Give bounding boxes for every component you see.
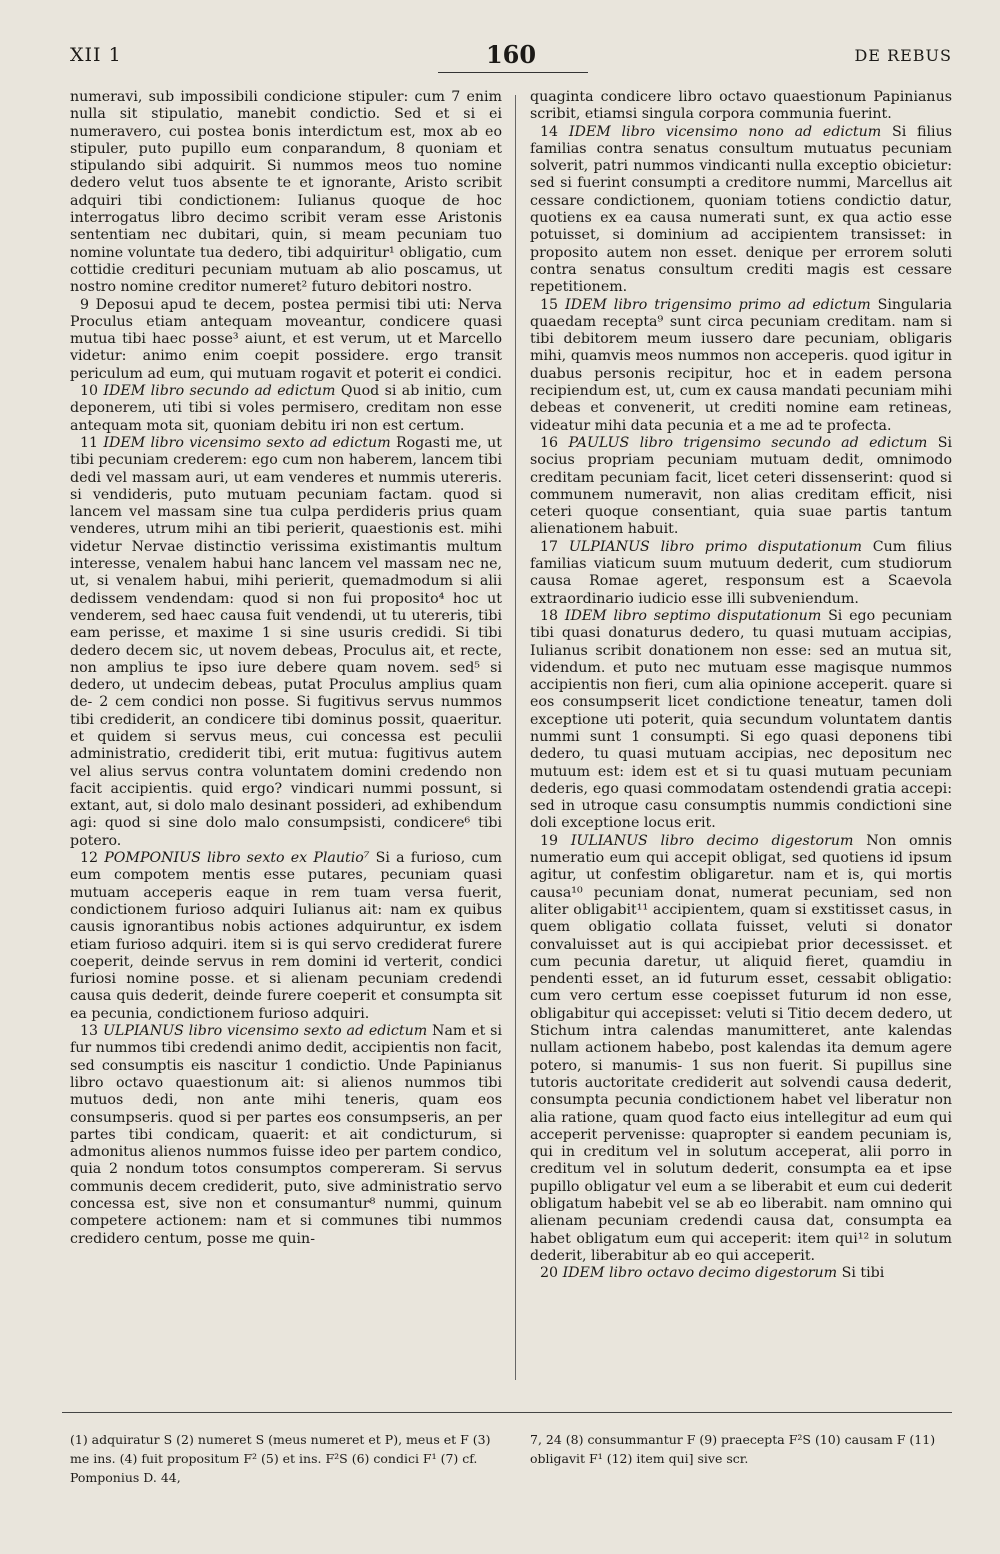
fragment-13 [70,1023,502,1248]
fragment-source: POMPONIUS libro sexto ex Plautio⁷ [104,850,370,867]
fragment-source: IULIANUS libro decimo digestorum [570,832,854,849]
footnotes-right [530,1430,952,1530]
fragment-text: Si socius propriam pecuniam mutuam dedit, omnimodo creditam pecuniam facit, licet ceteri dissenserint: quod si communem numeravit, non alias creditam efficit, nisi ceteri quoque consentiant, quia suae partis tantum alienationem habuit. [530,434,952,538]
fragment-text: Rogasti me, ut tibi pecuniam crederem: ego cum non haberem, lancem tibi dedi vel massam auri, ut eam venderes et nummis utereris. si vendideris, puto mutuam pecuniam factam. quod si lancem vel massam sine tua culpa perdideris prius quam venderes, utrum mihi an tibi perierit, quaestionis est. mihi videtur Nervae distinctio verissima existimantis multum interesse, venalem habui hanc lancem vel massam nec ne, ut, si venalem habui, mihi perierit, quemadmodum si alii dedissem vendendam: quod si non fui proposito⁴ hoc ut venderem, sed haec causa fuit vendendi, ut tu utereris, tibi eam perisse, et maxime 1 si sine usuris credidi. Si tibi dedero decem sic, ut novem debeas, Proculus ait, et recte, non amplius te ipso iure debere quam novem. sed⁵ si dedero, ut undecim debeas, putat Proculus amplius quam de- 2 cem condici non posse. Si fugitivus servus nummos tibi crediderit, an condicere tibi dominus possit, quaeritur. et quidem si servus meus, cui concessa est peculii administratio, crediderit tibi, erit mutua: fugitivus autem vel alius servus contra voluntatem domini credendo non facit accipientis. quid ergo? vindicari nummi possunt, si extant, aut, si dolo malo desinant possideri, ad exhibendum agi: quod si sine dolo malo consumpsisti, condicere⁶ tibi potero. [70,434,502,849]
fragment-text: Singularia quaedam recepta⁹ sunt circa pecuniam creditam. nam si tibi debitorem meum iussero dare pecuniam, obligaris mihi, quamvis meos nummos non acceperis. quod igitur in duabus personis recipitur, hoc et in eadem persona recipiendum est, ut, cum ex causa mandati pecuniam mihi debeas et convenerit, ut crediti nomine eam retineas, videatur mihi data pecunia et a me ad te profecta. [530,296,952,434]
fragment-number: 12 [80,850,99,867]
fragment-number: 18 [540,607,559,624]
column-divider [515,95,516,1380]
fragment-number: 14 [540,123,559,140]
fragment-number: 19 [540,832,559,849]
fragment-number: 15 [540,296,559,313]
footnote-text: (1) adquiratur S (2) numeret S (meus numeret et P), meus et F (3) me ins. (4) fuit propositum F² (5) et ins. F²S (6) condici F¹ (7) cf. Pomponius D. 44, [70,1432,491,1485]
fragment-19 [530,833,952,1265]
fragment-source: IDEM libro vicensimo sexto ad edictum [103,434,391,451]
fragment-14 [530,124,952,297]
fragment-20 [530,1265,952,1282]
right-column [530,89,952,1389]
fragment-number: 16 [540,434,559,451]
fragment-10 [70,383,502,435]
fragment-source: IDEM libro septimo disputationum [564,607,822,624]
fragment-text: Cum filius familias viaticum suum mutuum dederit, cum studiorum causa Romae ageret, responsum est a Scaevola extraordinario iudicio esse illi subveniendum. [530,538,952,607]
fragment-number: 17 [540,538,559,555]
page-number: 160 [485,40,537,69]
fragment-11 [70,435,502,850]
paragraph: 9 Deposui apud te decem, postea permisi tibi uti: Nerva Proculus etiam antequam moveantur, condicere quasi mutua tibi haec posse³ aiunt, et est verum, ut et Marcello videtur: animo enim coepit possidere. ergo transit periculum ad eum, qui mutuam rogavit et poterit ei condici. [70,296,502,382]
fragment-source: ULPIANUS libro primo disputationum [568,538,862,555]
paragraph: quaginta condicere libro octavo quaestionum Papinianus scribit, etiamsi singula corpora communia fuerint. [530,89,952,123]
fragment-text: Nam et si fur nummos tibi credendi animo dedit, accipientis non facit, sed consumptis eis nascitur 1 condictio. Unde Papinianus libro octavo quaestionum ait: si alienos nummos tibi mutuos dedi, non ante mihi teneris, quam eos consumpseris. quod si per partes eos consumpseris, an per partes tibi condicam, quaerit: et ait condicturum, si admonitus alienos nummos fuisse ideo per partem condico, quia 2 nondum totos consumptos compereram. Si servus communis decem crediderit, puto, sive administratio servo concessa est, sive non et consumantur⁸ nummi, quinum competere actionem: nam et si communes tibi nummos credidero centum, posse me quin- [70,1023,502,1247]
fragment-source: ULPIANUS libro vicensimo sexto ad edictum [102,1023,428,1040]
fragment-16 [530,435,952,539]
fragment-text: Quod si ab initio, cum deponerem, uti tibi si voles permisero, creditam non esse antequam mota sit, quoniam debitu iri non est certum. [70,383,502,434]
fragment-number: 20 [540,1265,559,1282]
fragment-source: IDEM libro octavo decimo digestorum [562,1265,838,1282]
title-section-ref: XII 1 [70,44,122,66]
fragment-text: Si tibi [841,1265,885,1282]
fragment-number: 13 [80,1023,99,1040]
header-rule [438,72,588,73]
fragment-18 [530,608,952,833]
fragment-source: PAULUS libro trigensimo secundo ad edictum [568,434,928,451]
fragment-source: IDEM libro vicensimo nono ad edictum [568,123,882,140]
footnote-rule [62,1412,952,1413]
running-title: DE REBUS [854,46,952,65]
fragment-17 [530,539,952,608]
fragment-text: Si a furioso, cum eum compotem mentis esse putares, pecuniam quasi mutuam acceperis eaque in rem tuam versa fuerit, condictionem furioso adquiri Iulianus ait: nam ex quibus causis ignorantibus nobis actiones adquiruntur, ex isdem etiam furioso adquiri. item si is qui servo crediderat furere coeperit, deinde servus in rem domini id verterit, condici furiosi nomine posse. et si alienam pecuniam credendi causa quis dederit, deinde furere coeperit et consumpta sit ea pecunia, condictionem furioso adquiri. [70,850,502,1022]
paragraph: numeravi, sub impossibili condicione stipuler: cum 7 enim nulla sit stipulatio, manebit condictio. Sed et si ei numeravero, cui postea bonis interdictum est, mox ab eo stipuler, puto pupillo eum conparandum, 8 quoniam et stipulando sibi adquirit. Si nummos meos tuo nomine dedero velut tuos absente te et ignorante, Aristo scribit adquiri tibi condictionem: Iulianus quoque de hoc interrogatus libro decimo scribit veram esse Aristonis sententiam nec dubitari, quin, si meam pecuniam tuo nomine voluntate tua dedero, tibi adquiritur¹ obligatio, cum cottidie crediturі pecuniam mutuam ab alio poscamus, ut nostro nomine creditor numeret² futuro debitori nostro. [70,89,502,296]
fragment-number: 10 [80,383,99,400]
fragment-12 [70,850,502,1023]
footnotes-left [70,1430,502,1530]
fragment-15 [530,297,952,435]
fragment-source: IDEM libro trigensimo primo ad edictum [565,296,871,313]
fragment-text: Si ego pecuniam tibi quasi donaturus dedero, tu quasi mutuam accipias, Iulianus scribit donationem non esse: sed an mutua sit, videndum. et puto nec mutuam esse magisque nummos accipientis non fieri, cum alia opinione acceperit. quare si eos consumpserit licet condictione teneatur, tamen doli exceptione uti poterit, quia secundum voluntatem dantis nummi sunt 1 consumpti. Si ego quasi deponens tibi dedero, tu quasi mutuam accipias, nec depositum nec mutuum est: idem est et si tu quasi mutuam pecuniam dederis, ego quasi commodatam ostendendi gratia accepi: sed in utroque casu consumptis nummis condictioni sine doli exceptione locus erit. [530,607,952,832]
running-header [70,40,952,76]
footnote-text: 7, 24 (8) consummantur F (9) praecepta F²S (10) causam F (11) obligavit F¹ (12) item qui] sive scr. [530,1432,936,1466]
fragment-text: Si filius familias contra senatus consultum mutuatus pecuniam solverit, patri nummos vindicanti nulla exceptio obicietur: sed si fuerint consumpti a creditore nummi, Marcellus ait cessare condictionem, quoniam totiens condictio datur, quotiens ex ea causa numerati sunt, ex qua actio esse potuisset, si dominium ad accipientem transisset: in proposito autem non esset. denique per errorem soluti contra senatus consultum crediti magis est cessare repetitionem. [530,123,952,296]
left-column [70,89,502,1389]
fragment-text: Non omnis numeratio eum qui accepit obligat, sed quotiens id ipsum agitur, ut confestim obligaretur. nam et is, qui mortis causa¹⁰ pecuniam donat, numerat pecuniam, sed non aliter obligabit¹¹ accipientem, quam si exstitisset casus, in quem obligatio collata fuisset, veluti si donator convaluisset aut is qui accipiebat prior decessisset. et cum pecunia daretur, ut aliquid fieret, quamdiu in pendenti esset, an id futurum esset, cessabit obligatio: cum vero certum esse coepisset futurum id non esse, obligabitur qui accepisset: veluti si Titio decem dedero, ut Stichum intra calendas manumitteret, ante kalendas nullam actionem habebo, post kalendas ita demum agere potero, si manumis- 1 sus non fuerit. Si pupillus sine tutoris auctoritate crediderit aut solvendi causa dederit, consumpta pecunia condictionem habet vel liberatur non alia ratione, quam quod facto eius intellegitur ad eum qui acceperit pervenisse: quapropter si eandem pecuniam is, qui in creditum vel in solutum acceperat, alii porro in creditum vel in solutum dederit, consumpta ea et ipse pupillo obligatur vel eum a se liberabit et eum cui dederit obligatum habebit vel se ab eo liberabit. nam omnino qui alienam pecuniam credendi causa dat, consumpta ea habet obligatum eum qui acceperit: item qui¹² in solutum dederit, liberabitur ab eo qui acceperit. [530,832,952,1264]
fragment-source: IDEM libro secundo ad edictum [103,383,336,400]
fragment-number: 11 [80,434,99,451]
